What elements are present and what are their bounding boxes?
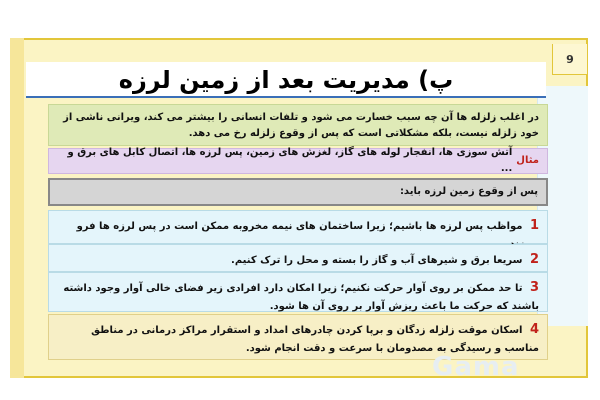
intro-text: در اغلب زلزله ها آن چه سبب خسارت می شود و تلفات انسانی را بیشتر می کند، ویرانی ناشی از خود زلزله نیست، بلکه مشکلاتی است که پس از وقوع زلزله رخ می دهد. [63,112,539,139]
list-item-text: تا حد ممکن بر روی آوار حرکت نکنیم؛ زیرا امکان دارد افرادی زیر فضای خالی آوار وجود داشته باشند که حرکت ما باعث ریزش آوار بر روی آن ها شود. [63,283,539,312]
watermark-logo [432,352,572,382]
section-heading [48,178,548,206]
list-item-number: 1 [529,218,539,233]
example-box [48,148,548,174]
list-item-text: اسکان موقت زلزله زدگان و برپا کردن چادرهای امداد و استقرار مراکز درمانی در مناطق مناسب و رسیدگی به مصدومان با سرعت و دقت انجام شود. [91,325,539,354]
list-item [48,210,548,244]
title-bar [26,62,546,98]
section-heading-text: پس از وقوع زمین لرزه باید: [399,186,538,197]
intro-box [48,104,548,146]
example-label: مثال [516,155,539,166]
list-item-text: سریعا برق و شیرهای آب و گاز را بسته و محل را ترک کنیم. [231,255,523,266]
list-item-text: مواظب پس لرزه ها باشیم؛ زیرا ساختمان های نیمه مخروبه ممکن است در پس لرزه ها فرو [76,221,523,232]
list-item-number: 4 [529,322,539,337]
list-item [48,244,548,272]
left-strip [10,38,24,378]
list-item-number: 3 [529,280,539,295]
list-item [48,272,548,312]
list-item-number: 2 [529,252,539,267]
page-number: 9 [552,44,587,75]
example-text: آتش سوزی ها، انفجار لوله های گاز، لغزش های زمین، پس لرزه ها، اتصال کابل های برق و ... [67,147,513,174]
page-title: پ) مدیریت بعد از زمین لرزه [118,66,454,94]
title-underline [26,96,546,98]
watermark-text: Gama [432,352,520,382]
